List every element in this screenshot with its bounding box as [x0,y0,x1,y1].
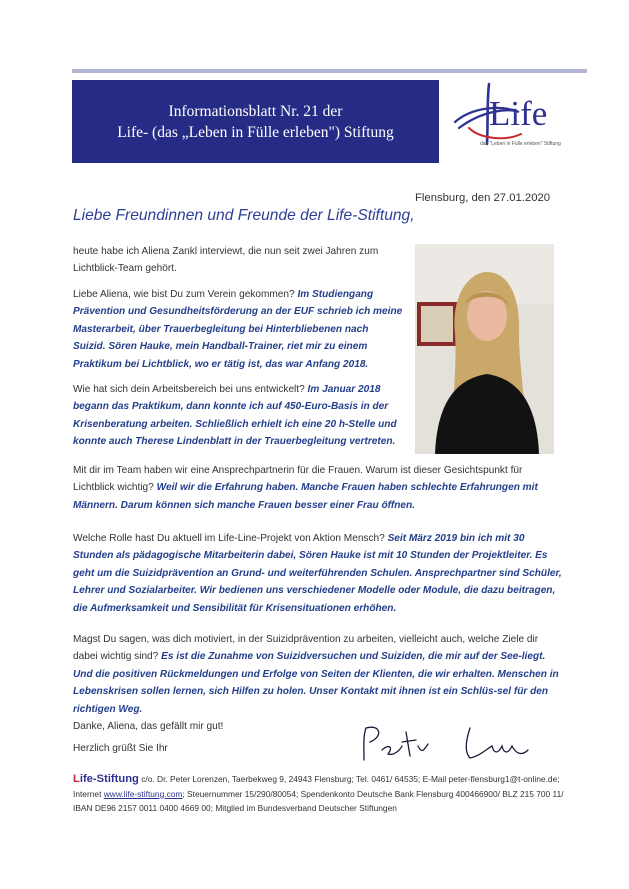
letter-greeting: Liebe Freundinnen und Freunde der Life-Stiftung, [73,207,415,224]
banner-title-line1: Informationsblatt Nr. 21 der [168,102,343,120]
footer-org-name: Life-Stiftung [73,773,139,785]
header-rule [72,69,587,73]
handwritten-signature [358,720,558,768]
answer: Es ist die Zunahme von Suizidversuchen und Suiziden, die mir auf der See-liegt. Und die positiven Rückmeldungen und Erfolge von Seiten der Klienten, die wir erhalten. Menschen in Lebenskrisen sollen lernen, sich Hilfen zu holen. Unser Kontakt mit ihnen ist ein Schlüs-sel für den richtigen Weg. [73,651,559,715]
life-logo [449,78,589,166]
qa-block-2 [73,381,403,451]
question: Welche Rolle hast Du aktuell im Life-Line-Projekt von Aktion Mensch? [73,533,385,544]
closing-line: Herzlich grüßt Sie Ihr [73,743,168,754]
question: Wie hat sich dein Arbeitsbereich bei uns entwickelt? [73,384,305,395]
answer: Im Studiengang Prävention und Gesundheitsförderung an der EUF schrieb ich meine Masterarbeit, über Trauerbegleitung bei Hinterbliebenen nach Suizid. Sören Hauke, mein Handball-Trainer, riet mir zu einem Praktikum bei Lichtblick, wo er tätig ist, das war Anfang 2018. [73,289,403,370]
website-link[interactable]: www.life-stiftung.com [103,788,183,799]
logo-tagline: das "Leben in Fülle erleben" Stiftung [480,141,561,147]
qa-block-1 [73,286,403,373]
thanks-line: Danke, Aliena, das gefällt mir gut! [73,721,224,733]
intro-paragraph: heute habe ich Aliena Zankl interviewt, die nun seit zwei Jahren zum Lichtblick-Team gehört. [73,246,379,275]
qa-block-4 [73,530,563,617]
question: Liebe Aliena, wie bist Du zum Verein gekommen? [73,289,295,300]
logo-wordmark: Life [489,94,548,133]
qa-block-3 [73,462,563,514]
answer: Im Januar 2018 begann das Praktikum, dann konnte ich auf 450-Euro-Basis in der Krisenberatung arbeiten. Schließlich erhielt ich eine 20 h-Stelle und konnte auch Therese Lindenblatt in der Trauerbegleitung vertreten. [73,384,397,448]
banner-title-line2: Life- (das „Leben in Fülle erleben") Stiftung [117,123,394,141]
letter-date: Flensburg, den 27.01.2020 [415,192,551,204]
question: Magst Du sagen, was dich motiviert, in der Suizidprävention zu arbeiten, vielleicht auch, welche Ziele dir dabei wichtig sind? [73,634,539,663]
footer-contact: Life-Stiftung c/o. Dr. Peter Lorenzen, Taerbekweg 9, 24943 Flensburg; Tel. 0461/ 64535; E-Mail peter-flensburg1@t-online.de; Internet www.life-stiftung.com; Steuernummer 15/290/80054; Spendenkonto Deutsche Bank Flensburg 400466900/ BLZ 215 700 11/ IBAN DE96 2157 0011 0400 4669 00; Mitglied im Bundesverband Deutscher Stiftungen [73,773,564,814]
question: Mit dir im Team haben wir eine Ansprechpartnerin für die Frauen. Warum ist dieser Gesichtspunkt für Lichtblick wichtig? [73,465,523,494]
portrait-photo [415,244,554,454]
header-banner [72,80,439,163]
answer: Weil wir die Erfahrung haben. Manche Frauen haben schlechte Erfahrungen mit Männern. Darum können sich manche Frauen besser einer Frau öffnen. [73,482,538,511]
answer: Seit März 2019 bin ich mit 30 Stunden als pädagogische Mitarbeiterin dabei, Sören Hauke ist mit 10 Stunden der Projektleiter. Es geht um die Suizidprävention an Grund- und weiterführenden Schulen. Ansprechpartner sind Schüler, Lehrer und Sozialarbeiter. Wir bedienen uns verschiedener Modelle oder Module, die dazu beitragen, die Aufmerksamkeit und Sensibilität für Krisensituationen erhöhen. [73,533,562,614]
